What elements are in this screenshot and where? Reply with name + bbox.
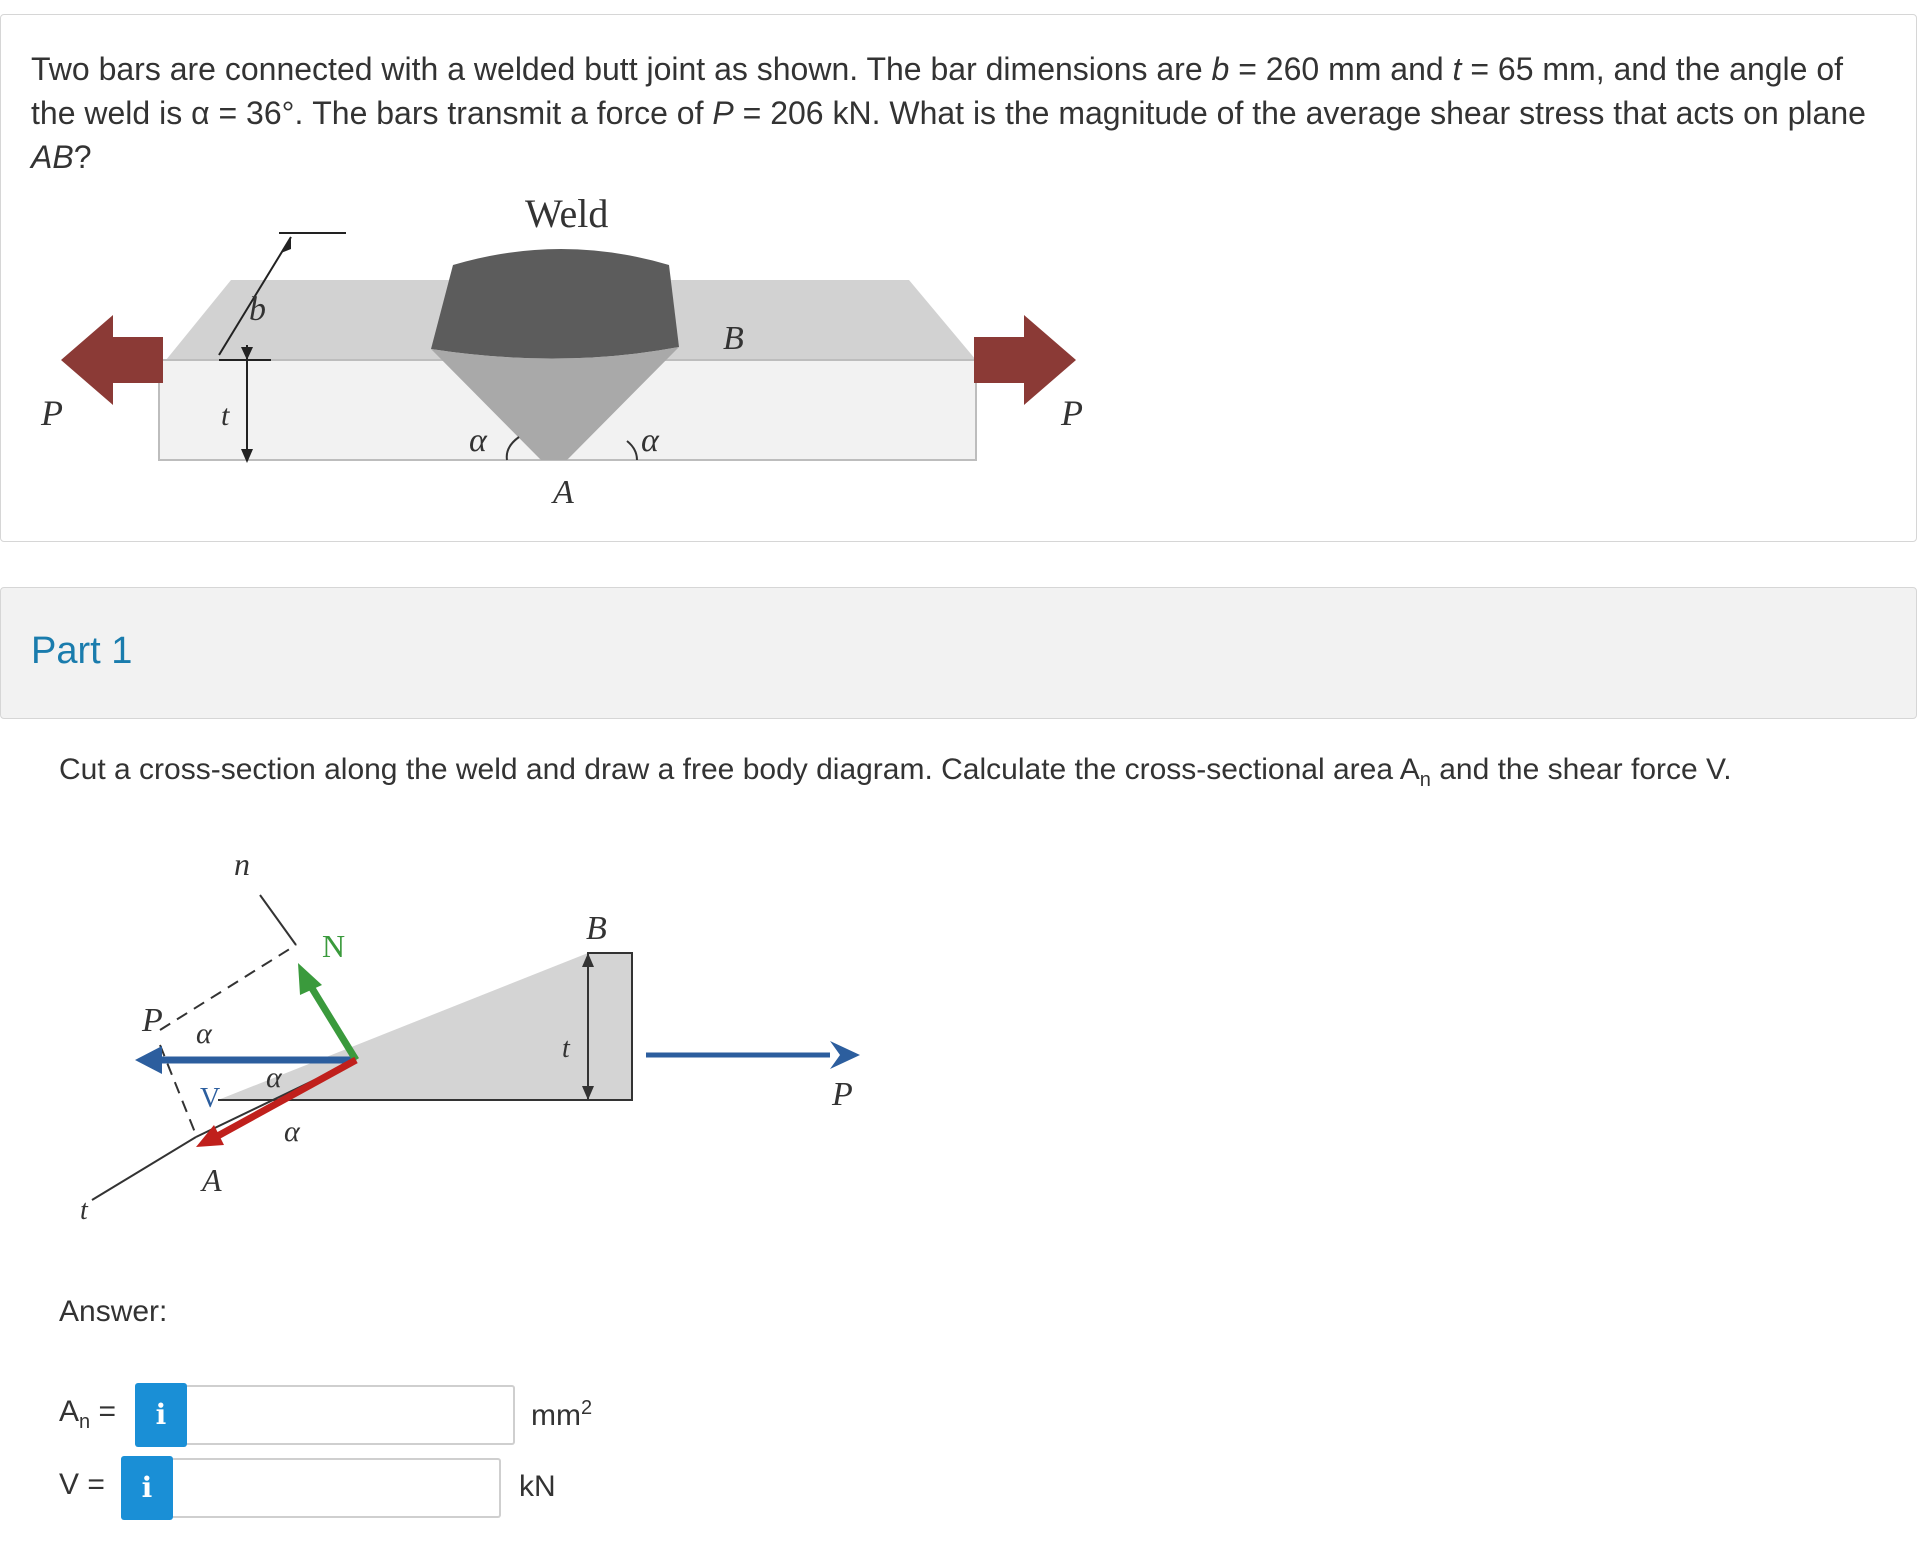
alpha1-label: α xyxy=(196,1017,212,1050)
part-header xyxy=(0,587,1917,719)
p-left-label: P xyxy=(41,393,63,433)
b-point-label: B xyxy=(723,320,744,357)
left-force-arrow xyxy=(61,315,163,405)
weld-bead-top xyxy=(431,249,679,359)
B-label: B xyxy=(586,910,607,947)
answer-label: Answer: xyxy=(59,1295,168,1328)
a-label: A xyxy=(553,474,574,511)
alpha-right-label: α xyxy=(641,422,659,459)
part-instruction: Cut a cross-section along the weld and draw a free body diagram. Calculate the cross-sectional area $A_n$ and the shear force V. xyxy=(59,753,1732,791)
N-label: N xyxy=(322,928,346,964)
alpha-left-label: α xyxy=(469,422,487,459)
P-left-label: P xyxy=(142,1002,163,1039)
p-right-label: P xyxy=(1061,393,1083,433)
n-axis-line xyxy=(260,895,296,945)
t-label: t xyxy=(221,399,230,432)
area-label: $A_n$ = xyxy=(59,1395,116,1433)
part-title: Part 1 xyxy=(31,630,133,672)
answer-row-area xyxy=(59,1383,659,1447)
P-right-label: P xyxy=(832,1076,853,1113)
answer-row-shear xyxy=(59,1456,659,1520)
A-label: A xyxy=(202,1162,222,1198)
question-card xyxy=(0,14,1917,542)
shear-input[interactable] xyxy=(173,1458,501,1518)
t-axis-label: t xyxy=(80,1195,88,1226)
welded-butt-joint-figure xyxy=(1,185,1916,525)
alpha3-label: α xyxy=(284,1115,300,1148)
area-info-button[interactable]: i xyxy=(135,1383,187,1447)
cut-block-end xyxy=(588,953,632,1100)
n-force-arrow xyxy=(310,985,356,1060)
question-text: Two bars are connected with a welded butt joint as shown. The bar dimensions are b = 260 mm and t = 65 mm, and the angle of the weld is α = 36°. The bars transmit a force of P = 206 kN. What is the magnitude of the average shear stress that acts on plane AB? xyxy=(31,51,1866,175)
weld-label: Weld xyxy=(525,191,609,236)
t-thickness-label: t xyxy=(562,1033,570,1064)
area-input[interactable] xyxy=(187,1385,515,1445)
free-body-diagram xyxy=(0,835,900,1235)
n-label: n xyxy=(234,846,250,882)
right-force-arrow xyxy=(974,315,1076,405)
shear-label: V = xyxy=(59,1468,105,1501)
t-axis-line xyxy=(92,1137,196,1200)
dashed-line-top xyxy=(160,945,296,1030)
shear-unit: kN xyxy=(519,1470,556,1503)
V-label: V xyxy=(200,1083,221,1114)
b-label: b xyxy=(249,291,266,328)
alpha2-label: α xyxy=(266,1061,282,1094)
shear-info-button[interactable]: i xyxy=(121,1456,173,1520)
area-unit: $mm^2$ xyxy=(531,1397,593,1432)
